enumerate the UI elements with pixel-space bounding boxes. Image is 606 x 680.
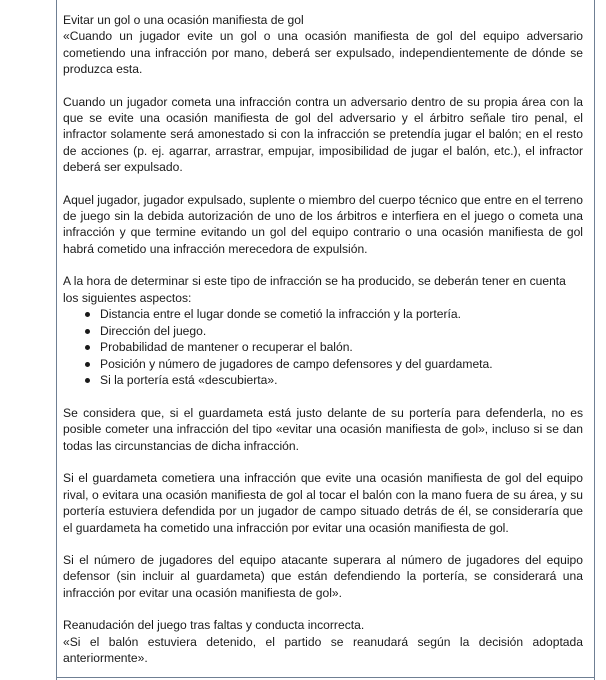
goalkeeper-front-paragraph: Se considera que, si el guardameta está justo delante de su portería para defenderla, no es posible cometer una infracción del tipo «evitar una ocasión manifiesta de gol», incluso si se dan todas las circunstancias de dicha infracción. (63, 406, 583, 453)
right-border (594, 0, 595, 680)
list-item: Dirección del juego. (85, 323, 583, 340)
outnumbered-paragraph: Si el número de jugadores del equipo atacante superara al número de jugadores del equipo defensor (sin incluir al guardameta) que están defendiendo la portería, se considerará una infracción por evitar una ocasión manifiesta de gol». (63, 552, 583, 600)
list-item: Probabilidad de mantener o recuperar el balón. (85, 339, 583, 356)
bullet-icon (85, 345, 90, 350)
section-heading: Evitar un gol o una ocasión manifiesta de gol (63, 13, 304, 27)
rule-penalty-paragraph: Cuando un jugador cometa una infracción contra un adversario dentro de su propia área con la que se evite una ocasión manifiesta de gol del adversario y el árbitro señale tiro penal, el infractor solamente será amonestado si con la infracción se pretendía jugar el balón; en el resto de acciones (p. ej. agarrar, arrastrar, empujar, imposibilidad de jugar el balón, etc.), el infractor deberá ser expulsado. (63, 94, 583, 175)
left-border (56, 0, 57, 680)
rule-expelled-paragraph: Aquel jugador, jugador expulsado, suplente o miembro del cuerpo técnico que entre en el terreno de juego sin la debida autorización de uno de los árbitros e interfiera en el juego o cometa una infracción y que termine evitando un gol del equipo contrario o una ocasión manifiesta de gol habrá cometido una infracción merecedora de expulsión. (63, 192, 583, 256)
restart-heading: Reanudación del juego tras faltas y conducta incorrecta. (63, 618, 365, 633)
list-item: Distancia entre el lugar donde se cometió la infracción y la portería. (85, 306, 583, 323)
bullet-icon (85, 329, 90, 334)
document-body (63, 12, 583, 666)
goalkeeper-hand-paragraph: Si el guardameta cometiera una infracción que evite una ocasión manifiesta de gol del equipo rival, o evitara una ocasión manifiesta de gol al tocar el balón con la mano fuera de su área, y su portería estuviera defendida por un jugador de campo situado detrás de él, se consideraría que el guardameta ha cometido una infracción por evitar una ocasión manifiesta de gol. (63, 471, 583, 535)
bullet-icon (85, 362, 90, 367)
bullet-icon (85, 378, 90, 383)
list-item: Si la portería está «descubierta». (85, 372, 583, 389)
bullet-icon (85, 312, 90, 317)
aspects-list (63, 306, 583, 389)
restart-quote: «Si el balón estuviera detenido, el partido se reanudará según la decisión adoptada anteriormente». (63, 634, 583, 665)
bottom-border (56, 677, 595, 678)
rule-quote-handball: «Cuando un jugador evite un gol o una ocasión manifiesta de gol del equipo adversario cometiendo una infracción por mano, deberá ser expulsado, independientemente de dónde se produzca esta. (63, 29, 583, 77)
list-item: Posición y número de jugadores de campo defensores y del guardameta. (85, 356, 583, 373)
aspects-intro: A la hora de determinar si este tipo de infracción se ha producido, se deberán tener en cuenta los siguientes aspectos: (63, 274, 566, 305)
